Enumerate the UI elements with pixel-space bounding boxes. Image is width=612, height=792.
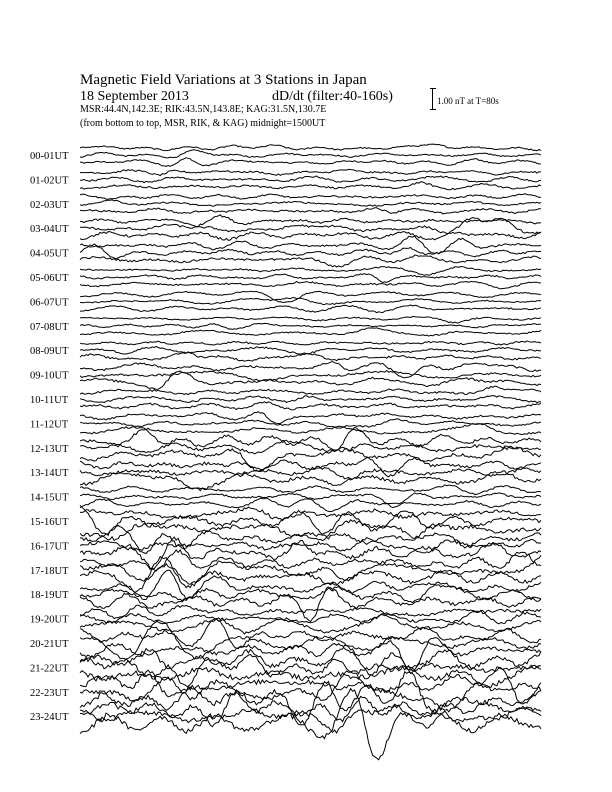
trace-msr: [80, 557, 541, 593]
hour-label: 10-11UT: [30, 395, 69, 406]
station-coordinates: MSR:44.4N,142.3E; RIK:43.5N,143.8E; KAG:31.5N,130.7E: [80, 104, 327, 115]
hour-label: 13-14UT: [30, 468, 69, 480]
trace-kag: [80, 550, 541, 571]
trace-rik: [80, 150, 541, 158]
trace-msr: [80, 446, 541, 471]
trace-msr: [80, 498, 541, 512]
scale-label: 1.00 nT at T=80s: [437, 96, 499, 106]
trace-kag: [80, 386, 541, 395]
hour-label: 11-12UT: [30, 419, 69, 431]
scale-bar-icon: [430, 88, 436, 110]
hour-label: 18-19UT: [30, 590, 69, 602]
trace-msr: [80, 371, 541, 390]
hour-label: 12-13UT: [30, 443, 69, 455]
hour-label: 04-05UT: [30, 248, 69, 260]
trace-msr: [80, 158, 541, 167]
trace-msr: [80, 471, 541, 491]
hour-label: 07-08UT: [30, 321, 69, 333]
hour-label: 21-22UT: [30, 663, 69, 675]
chart-title: Magnetic Field Variations at 3 Stations in Japan: [80, 72, 367, 88]
hour-label: 02-03UT: [30, 199, 69, 211]
trace-msr: [80, 305, 541, 313]
trace-rik: [80, 176, 541, 183]
hour-label: 17-18UT: [30, 565, 69, 577]
trace-msr: [80, 182, 541, 190]
hour-label: 09-10UT: [30, 370, 69, 382]
trace-rik: [80, 200, 541, 206]
hour-label: 05-06UT: [30, 273, 69, 284]
trace-kag: [80, 236, 541, 254]
trace-kag: [80, 316, 541, 323]
trace-rik: [80, 396, 541, 403]
trace-msr: [80, 672, 541, 725]
hour-label: 01-02UT: [30, 175, 69, 187]
hour-label: 03-04UT: [30, 224, 69, 236]
hour-label: 14-15UT: [30, 492, 69, 504]
trace-kag: [80, 144, 541, 151]
hour-label: 00-01UT: [30, 151, 69, 162]
hour-label: 16-17UT: [30, 541, 69, 553]
hour-label: 22-23UT: [30, 687, 69, 699]
trace-rik: [80, 346, 541, 354]
trace-rik: [80, 493, 541, 508]
trace-kag: [80, 412, 541, 424]
hour-label: 06-07UT: [30, 297, 69, 309]
trace-kag: [80, 485, 541, 495]
trace-kag: [80, 341, 541, 345]
trace-msr: [80, 208, 541, 214]
trace-msr: [80, 614, 541, 634]
trace-rik: [80, 582, 541, 603]
hour-label: 23-24UT: [30, 712, 69, 724]
trace-kag: [80, 570, 541, 599]
trace-msr: [80, 587, 541, 622]
trace-rik: [80, 371, 541, 381]
trace-msr: [80, 232, 541, 241]
trace-rik: [80, 419, 541, 427]
hour-label: 15-16UT: [30, 517, 69, 528]
trace-rik: [80, 298, 541, 305]
trace-kag: [80, 169, 541, 175]
trace-msr: [80, 402, 541, 410]
hour-label: 19-20UT: [30, 614, 69, 626]
trace-group: [80, 144, 541, 760]
trace-msr: [80, 689, 541, 760]
hour-labels: [30, 151, 69, 723]
trace-kag: [80, 457, 541, 477]
trace-msr: [80, 328, 541, 336]
trace-kag: [80, 267, 541, 276]
trace-rik: [80, 440, 541, 454]
trace-msr: [80, 281, 541, 288]
hour-label: 08-09UT: [30, 346, 69, 358]
chart-date: 18 September 2013: [80, 89, 189, 104]
hour-label: 20-21UT: [30, 639, 69, 650]
quantity-label: dD/dt (filter:40-160s): [272, 89, 393, 104]
trace-order-note: (from bottom to top, MSR, RIK, & KAG) midnight=1500UT: [80, 118, 326, 129]
trace-kag: [80, 194, 541, 200]
trace-rik: [80, 505, 541, 535]
trace-kag: [80, 645, 541, 675]
trace-rik: [80, 323, 541, 329]
trace-kag: [80, 215, 541, 227]
trace-rik: [80, 654, 541, 687]
trace-msr: [80, 537, 541, 569]
trace-msr: [80, 255, 541, 267]
